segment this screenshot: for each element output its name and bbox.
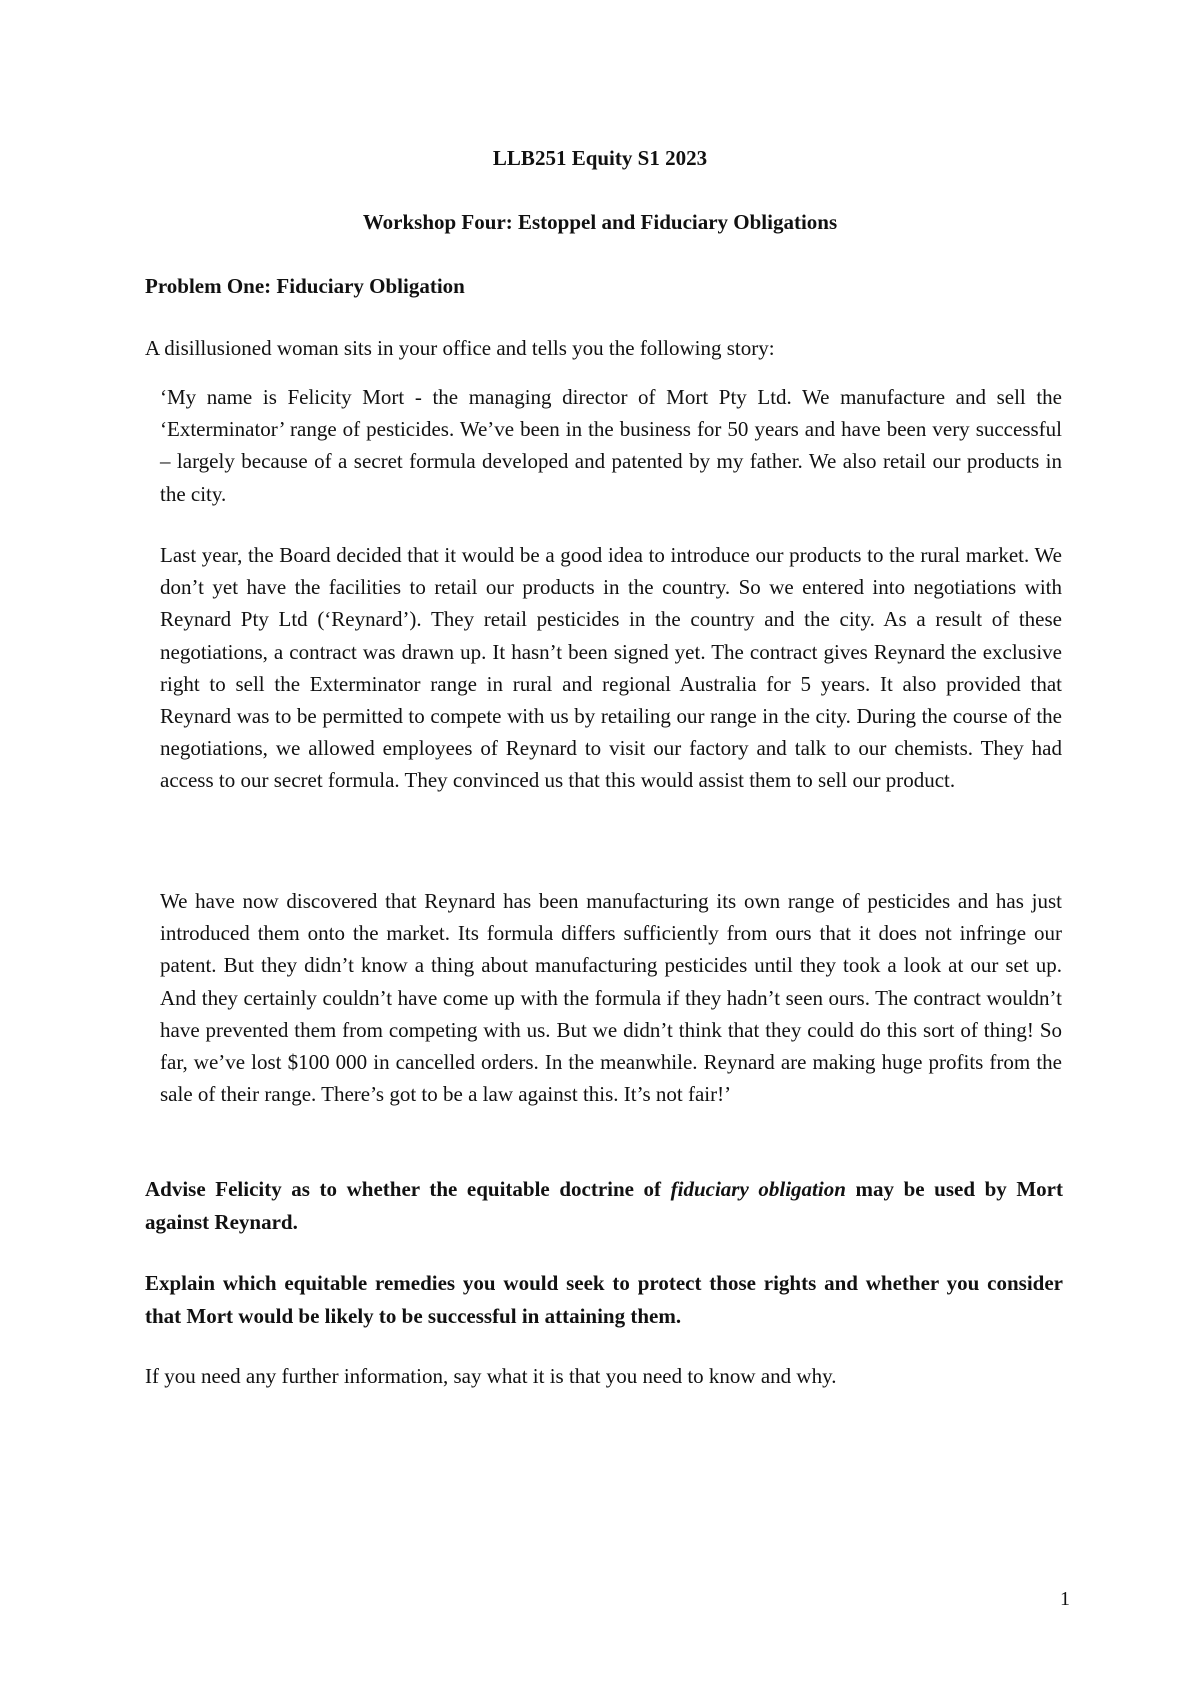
closing-paragraph: If you need any further information, say what it is that you need to know and why. xyxy=(145,1364,837,1388)
story-paragraph-3: We have now discovered that Reynard has been manufacturing its own range of pesticides and has just introduced them onto the market. Its formula differs sufficiently from ours that it does not infringe our patent. But they didn’t know a thing about manufacturing pesticides until they took a look at our set up. And they certainly couldn’t have come up with the formula if they hadn’t seen ours. The contract wouldn’t have prevented them from competing with us. But we didn’t think that they could do this sort of thing! So far, we’ve lost $100 000 in cancelled orders. In the meanwhile. Reynard are making huge profits from the sale of their range. There’s got to be a law against this. It’s not fair!’ xyxy=(160,889,1062,1107)
question-one-emphasis: fiduciary obligation xyxy=(670,1177,846,1201)
workshop-title: Workshop Four: Estoppel and Fiduciary Obligations xyxy=(362,210,838,234)
problem-heading: Problem One: Fiduciary Obligation xyxy=(145,274,465,298)
course-title: LLB251 Equity S1 2023 xyxy=(492,146,708,170)
question-one-text-before: Advise Felicity as to whether the equitable doctrine of xyxy=(145,1177,671,1201)
page-number: 1 xyxy=(1060,1588,1070,1610)
intro-paragraph: A disillusioned woman sits in your office and tells you the following story: xyxy=(145,336,775,360)
story-paragraph-2: Last year, the Board decided that it would be a good idea to introduce our products to the rural market. We don’t yet have the facilities to retail our products in the country. So we entered into negotiations with Reynard Pty Ltd (‘Reynard’). They retail pesticides in the country and the city. As a result of these negotiations, a contract was drawn up. It hasn’t been signed yet. The contract gives Reynard the exclusive right to sell the Exterminator range in rural and regional Australia for 5 years. It also provided that Reynard was to be permitted to compete with us by retailing our range in the city. During the course of the negotiations, we allowed employees of Reynard to visit our factory and talk to our chemists. They had access to our secret formula. They convinced us that this would assist them to sell our product. xyxy=(160,543,1062,793)
question-one-text-after: may be used by Mort against Reynard. xyxy=(145,1177,1063,1234)
question-one xyxy=(145,1173,1063,1238)
question-two: Explain which equitable remedies you would seek to protect those rights and whether you consider that Mort would be likely to be successful in attaining them. xyxy=(145,1271,1063,1328)
story-paragraph-1: ‘My name is Felicity Mort - the managing director of Mort Pty Ltd. We manufacture and sell the ‘Exterminator’ range of pesticides. We’ve been in the business for 50 years and have been very successful – largely because of a secret formula developed and patented by my father. We also retail our products in the city. xyxy=(160,385,1062,506)
